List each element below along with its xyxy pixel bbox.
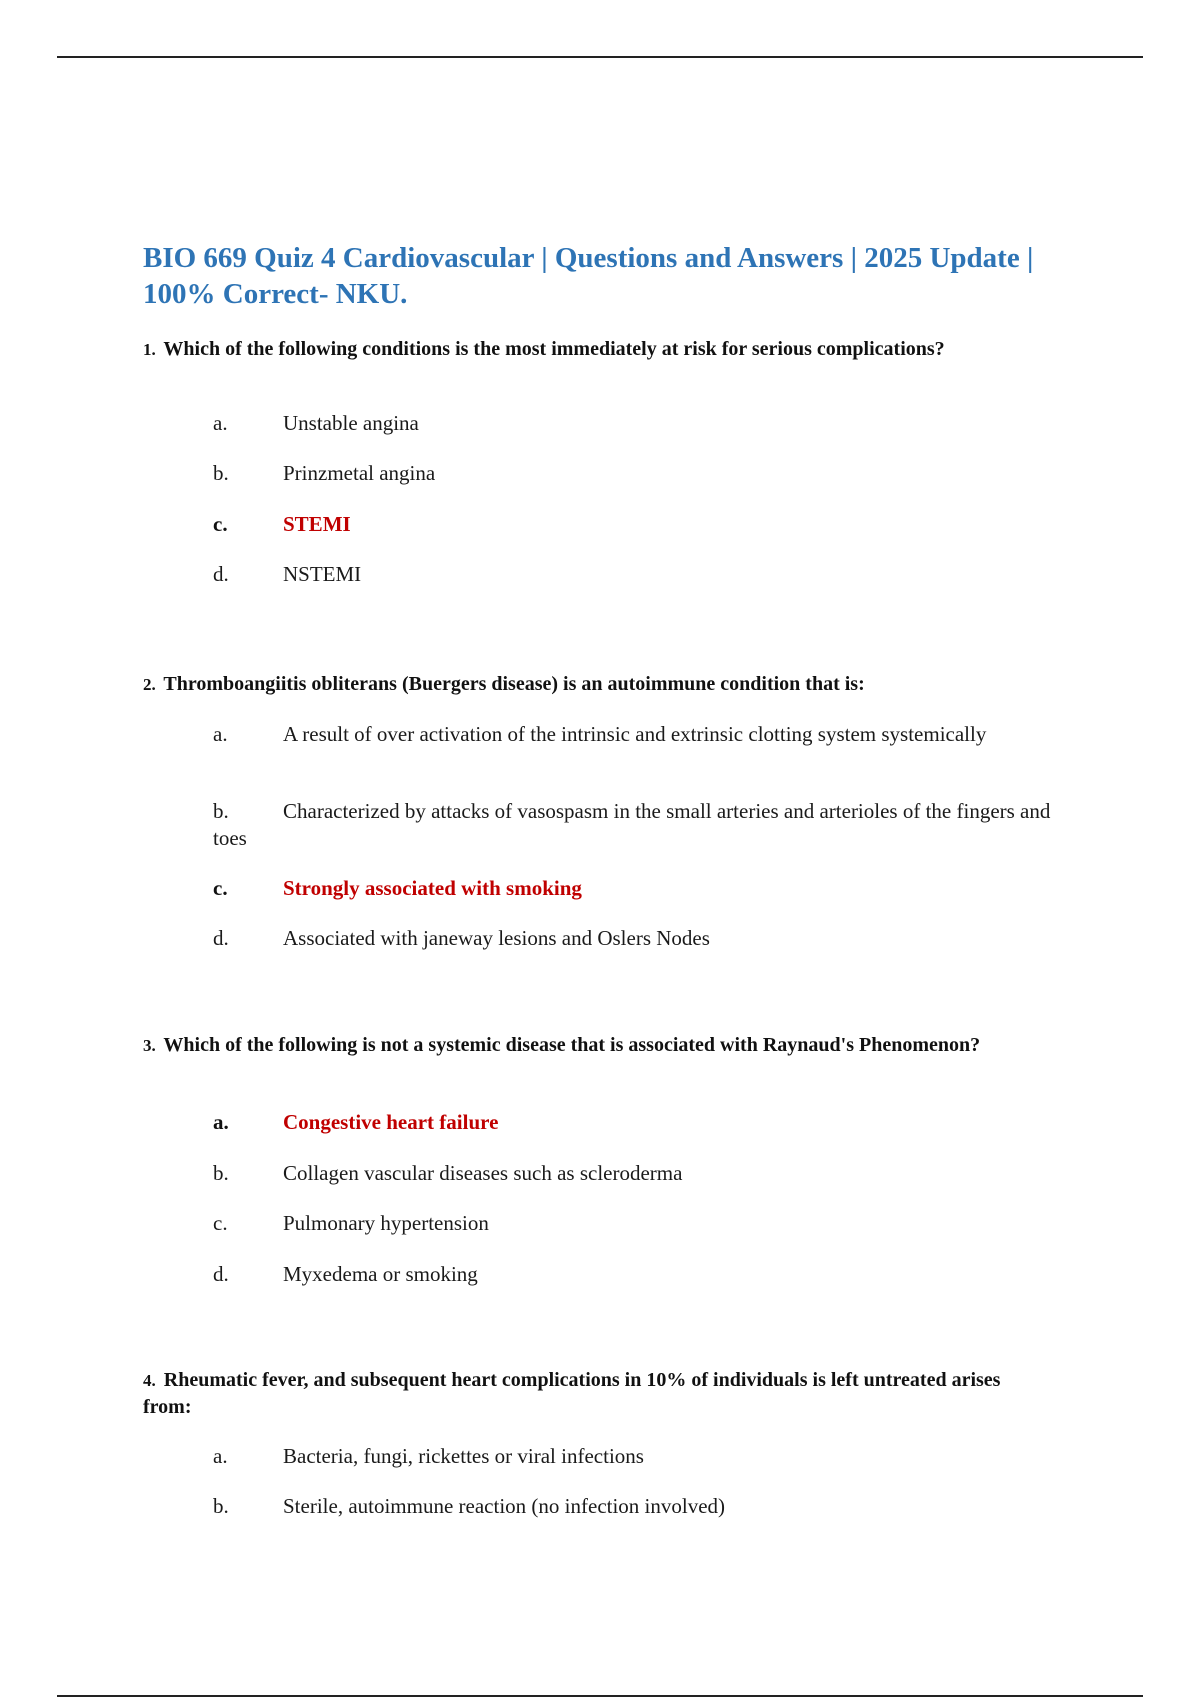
question-number: 3. [143, 1036, 156, 1055]
question-number: 2. [143, 675, 156, 694]
option-text: Prinzmetal angina [283, 461, 436, 485]
option-letter: c. [213, 1211, 228, 1235]
answer-option[interactable] [213, 925, 1073, 952]
option-letter: b. [213, 461, 229, 485]
question-3 [143, 1032, 1023, 1286]
question-prompt: Which of the following is not a systemic disease that is associated with Raynaud's Phenomenon? [163, 1034, 981, 1056]
option-text: Associated with janeway lesions and Oslers Nodes [283, 926, 710, 950]
option-letter: d. [213, 562, 229, 586]
option-text: STEMI [283, 512, 351, 536]
answer-option[interactable] [213, 721, 1073, 748]
question-4 [143, 1367, 1023, 1518]
answer-option[interactable] [213, 410, 1073, 437]
question-1 [143, 336, 1023, 586]
answer-option[interactable] [213, 460, 1073, 487]
correct-answer-option[interactable] [213, 1109, 1073, 1136]
option-letter: b. [213, 799, 229, 823]
option-letter: a. [213, 1444, 228, 1468]
answer-option[interactable] [213, 1210, 1073, 1237]
option-letter: c. [213, 512, 228, 536]
option-letter: b. [213, 1161, 229, 1185]
question-prompt: Rheumatic fever, and subsequent heart complications in 10% of individuals is left untreated arises from: [143, 1369, 1001, 1418]
option-letter: a. [213, 722, 228, 746]
answer-option[interactable] [213, 1493, 1073, 1520]
correct-answer-option[interactable] [213, 511, 1073, 538]
option-letter: a. [213, 1110, 229, 1134]
question-text [143, 1367, 1023, 1421]
option-text: Collagen vascular diseases such as scleroderma [283, 1161, 683, 1185]
option-text: Bacteria, fungi, rickettes or viral infections [283, 1444, 644, 1468]
option-letter: b. [213, 1494, 229, 1518]
question-text [143, 1032, 1023, 1059]
option-text: Characterized by attacks of vasospasm in the small arteries and arterioles of the fingers and toes [213, 799, 1051, 850]
correct-answer-option[interactable] [213, 875, 1073, 902]
option-letter: d. [213, 1262, 229, 1286]
question-number: 1. [143, 340, 156, 359]
question-text [143, 671, 1023, 698]
footer-rule [57, 1695, 1143, 1697]
question-2 [143, 671, 1051, 950]
answer-option[interactable] [213, 798, 1073, 852]
answer-option[interactable] [213, 1443, 1073, 1470]
document-title: BIO 669 Quiz 4 Cardiovascular | Questions and Answers | 2025 Update | 100% Correct- NKU. [143, 242, 1034, 310]
answer-option[interactable] [213, 561, 1073, 588]
option-letter: a. [213, 411, 228, 435]
option-text: Congestive heart failure [283, 1110, 499, 1134]
question-number: 4. [143, 1371, 156, 1390]
option-text: NSTEMI [283, 562, 362, 586]
option-text: A result of over activation of the intrinsic and extrinsic clotting system systemically [283, 722, 987, 746]
answer-option[interactable] [213, 1261, 1073, 1288]
option-text: Unstable angina [283, 411, 419, 435]
option-text: Sterile, autoimmune reaction (no infection involved) [283, 1494, 726, 1518]
option-text: Strongly associated with smoking [283, 876, 582, 900]
question-prompt: Thromboangiitis obliterans (Buergers disease) is an autoimmune condition that is: [163, 673, 865, 695]
question-prompt: Which of the following conditions is the most immediately at risk for serious complications? [163, 338, 945, 360]
header-rule [57, 56, 1143, 58]
option-letter: d. [213, 926, 229, 950]
question-text [143, 336, 1023, 363]
answer-option[interactable] [213, 1160, 1073, 1187]
option-text: Myxedema or smoking [283, 1262, 478, 1286]
option-letter: c. [213, 876, 228, 900]
option-text: Pulmonary hypertension [283, 1211, 489, 1235]
